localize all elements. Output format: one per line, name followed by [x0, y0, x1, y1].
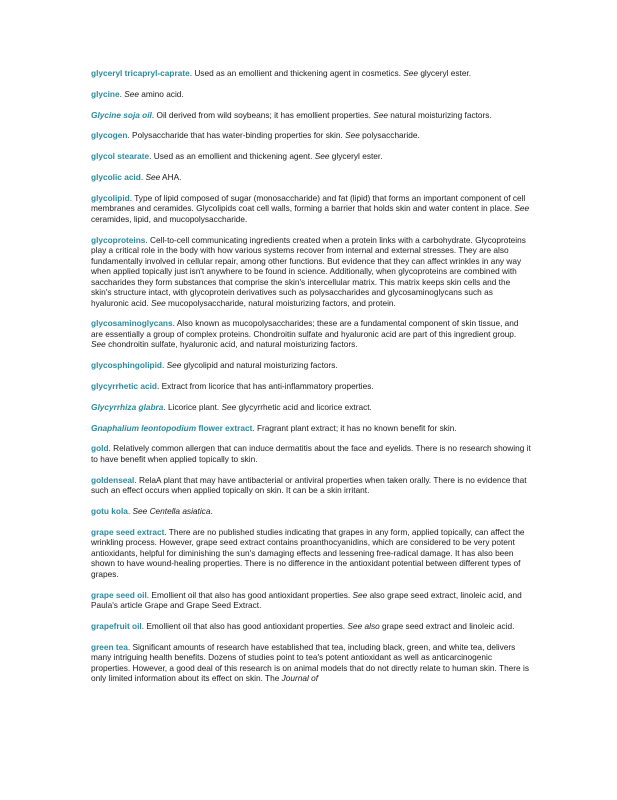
entry-text: . Cell-to-cell communicating ingredients created when a protein links with a carbohydrate. Glycoproteins play a critical role in the body with how various systems recover from internal and external stresses. They are also fundamentally involved in cellular repair, among other functions. But evidence that they can affect wrinkles in any way when applied topically just isn't anywhere to be found in science. Additionally, when glycoproteins are combined with saccharides they form substances that comprise the skin's intercellular matrix. This matrix keeps skin cells and the skin's structure intact, with glycoprotein derivatives such as polysaccharides and glycosaminoglycans such as hyaluronic acid. [91, 234, 526, 308]
entry-text: . Polysaccharide that has water-binding properties for skin. [127, 130, 346, 141]
entry-text: amino acid. [138, 88, 184, 99]
entry-text: . Relatively common allergen that can induce dermatitis about the face and eyelids. There is no research showing it to have benefit when applied topically to skin. [91, 443, 531, 464]
entry-text: . [119, 88, 125, 99]
entry-text: See [314, 151, 330, 162]
entry-text: . Fragrant plant extract; it has no known benefit for skin. [252, 422, 457, 433]
entry-term: glycolic acid [91, 171, 141, 182]
entry-term: glycosaminoglycans [91, 318, 173, 329]
glossary-entry [91, 235, 531, 309]
glossary-entry [91, 475, 531, 496]
entry-term: glycosphingolipid [91, 360, 162, 371]
glossary-entry [91, 318, 531, 350]
glossary-entry [91, 423, 531, 434]
entry-text: See [91, 339, 106, 350]
entry-text: See [124, 88, 139, 99]
entry-text: See [403, 68, 419, 78]
entry-text: See [166, 360, 182, 371]
entry-text: . Extract from licorice that has anti-inflammatory properties. [156, 380, 374, 391]
entry-term: glycogen [91, 130, 128, 141]
entry-text: . [161, 360, 167, 371]
entry-term: grapefruit oil [91, 620, 142, 631]
entry-text: See also [347, 620, 380, 631]
glossary-entry [91, 193, 531, 225]
entry-term: gotu kola [91, 505, 128, 516]
glossary-page [91, 68, 531, 694]
entry-text: natural moisturizing factors. [388, 109, 492, 120]
entry-term: grape seed extract [91, 526, 165, 537]
entry-text: chondroitin sulfate, hyaluronic acid, and natural moisturizing factors. [105, 339, 358, 350]
glossary-entry [91, 381, 531, 392]
entry-text: . [140, 171, 146, 182]
glossary-entry [91, 443, 531, 464]
glossary-entry [91, 89, 531, 100]
entry-text: also grape seed extract, linoleic acid, and Paula's article Grape and Grape Seed Extract. [91, 589, 522, 611]
entry-term: gold [91, 443, 109, 454]
glossary-entry [91, 68, 531, 79]
entry-text: AHA. [160, 171, 182, 182]
entry-term: glyceryl tricapryl-caprate [91, 68, 190, 78]
entry-text: See [373, 109, 388, 120]
entry-text: polysaccharide. [359, 130, 420, 141]
entry-text: . Emollient oil that also has good antioxidant properties. [141, 620, 348, 631]
entry-text: glycyrrhetic acid and licorice extract. [236, 401, 372, 412]
entry-text: Journal of [281, 673, 319, 684]
glossary-entry [91, 151, 531, 162]
entry-term: goldenseal [91, 474, 135, 485]
entry-text: . Emollient oil that also has good antioxidant properties. [146, 589, 353, 600]
entry-text: . Licorice plant. [163, 401, 222, 412]
entry-text: grape seed extract and linoleic acid. [379, 620, 515, 631]
entry-term: grape seed oil [91, 589, 147, 600]
entry-text: See [514, 203, 530, 214]
entry-term: glycol stearate [91, 151, 150, 162]
glossary-entry [91, 527, 531, 580]
entry-term: glycolipid [91, 192, 130, 203]
glossary-entry [91, 621, 531, 632]
entry-text: See [150, 297, 166, 308]
glossary-entry [91, 172, 531, 183]
glossary-entry [91, 642, 531, 684]
entry-text: See [352, 589, 368, 600]
entry-text: glyceryl ester. [329, 151, 383, 162]
glossary-entry [91, 110, 531, 121]
entry-text: . Also known as mucopolysaccharides; these are a fundamental component of skin tissue, and are essentially a group of complex proteins. Chondroitin sulfate and hyaluronic acid are part of this ingredient group. [91, 318, 519, 339]
entry-text: See Centella asiatica [132, 505, 211, 516]
entry-text: mucopolysaccharide, natural moisturizing factors, and protein. [165, 297, 396, 308]
entry-text: . Significant amounts of research have established that tea, including black, green, and white tea, delivers many intriguing health benefits. Dozens of studies point to tea's potent antioxidant as well as anticarcinogenic properties. However, a good deal of this research is on animal models that do not directly relate to human skin. There is only limited information about its effect on skin. The [91, 641, 529, 684]
glossary-entry [91, 590, 531, 611]
entry-term: glycoproteins [91, 234, 146, 245]
entry-term: glycyrrhetic acid [91, 380, 157, 391]
entry-term: glycine [91, 88, 120, 99]
entry-text: . [210, 505, 213, 516]
entry-term-suffix: flower extract [196, 422, 253, 433]
entry-term: green tea [91, 641, 128, 652]
entry-term: Glycyrrhiza glabra [91, 401, 164, 412]
glossary-entry [91, 130, 531, 141]
entry-text: . Used as an emollient and thickening agent in cosmetics. [189, 68, 404, 78]
entry-text: . [127, 505, 133, 516]
entry-term: Gnaphalium leontopodium [91, 422, 197, 433]
entry-text: ceramides, lipid, and mucopolysaccharide. [91, 213, 248, 224]
entry-text: See [145, 171, 161, 182]
entry-text: glyceryl ester. [418, 68, 472, 78]
entry-text: . RelaA plant that may have antibacterial or antiviral properties when taken orally. There is no evidence that such an effect occurs when applied topically on skin. It can be a skin irritant. [91, 474, 527, 496]
entry-text: . Type of lipid composed of sugar (monosaccharide) and fat (lipid) that forms an important component of cell membranes and ceramides. Glycolipids coat cell walls, forming a barrier that holds skin and water content in place. [91, 192, 526, 214]
glossary-entry [91, 402, 531, 413]
entry-term: Glycine soja oil [91, 109, 152, 120]
entry-text: See [345, 130, 360, 141]
glossary-entry [91, 360, 531, 371]
entry-text: glycolipid and natural moisturizing factors. [181, 360, 338, 371]
entry-text: See [221, 401, 237, 412]
glossary-entry [91, 506, 531, 517]
entry-text: . Oil derived from wild soybeans; it has emollient properties. [151, 109, 374, 120]
entry-text: . Used as an emollient and thickening agent. [149, 151, 315, 162]
entry-text: . There are no published studies indicating that grapes in any form, applied topically, can affect the wrinkling process. However, grape seed extract contains proanthocyanidins, which are considered to be very potent antioxidants, helpful for diminishing the sun's damaging effects and lessening free-radical damage. It has also been shown to have wound-healing properties. There is no difference in the antioxidant potential between different types of grapes. [91, 526, 525, 579]
